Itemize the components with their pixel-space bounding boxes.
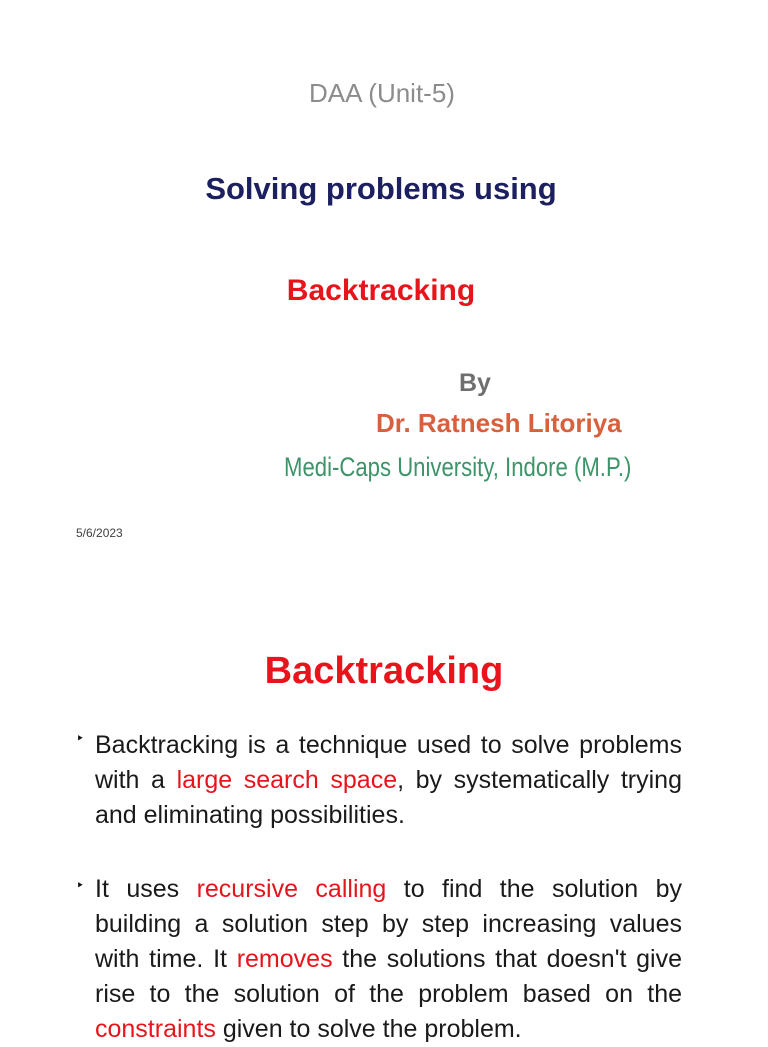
bullet1-highlight-1: large search space — [176, 766, 398, 794]
bullet2-text-4: given to solve the problem. — [215, 1015, 522, 1043]
bullet2-text-1: It uses — [95, 875, 197, 903]
slide-title-line1: Solving problems using — [205, 171, 557, 206]
bullet-paragraph-2 — [95, 872, 682, 1047]
by-label: By — [459, 369, 491, 397]
bullet-paragraph-1 — [95, 728, 682, 833]
bullet1-text-2: , by systematically trying and eliminating possibilities. — [95, 766, 682, 829]
bullet2-text-3: the solutions that doesn't give rise to the solution of the problem based on the — [95, 945, 683, 1008]
content-slide — [0, 590, 768, 1043]
course-label: DAA (Unit-5) — [309, 78, 455, 108]
slide-heading: Backtracking — [264, 650, 504, 692]
bullet-arrow-icon: ‣ — [76, 730, 85, 746]
university-name: Medi-Caps University, Indore (M.P.) — [284, 452, 632, 482]
bullet2-text-2: to find the solution by building a solution step by step increasing values with time. It — [95, 875, 682, 973]
author-name: Dr. Ratnesh Litoriya — [376, 408, 622, 438]
bullet-arrow-icon: ‣ — [76, 877, 85, 893]
bullet2-highlight-3: constraints — [95, 1015, 216, 1043]
bullet2-highlight-1: recursive calling — [196, 875, 387, 903]
bullet2-highlight-2: removes — [236, 945, 333, 973]
slide-date: 5/6/2023 — [76, 526, 123, 540]
slide-title-line2: Backtracking — [286, 274, 476, 307]
bullet1-text-1: Backtracking is a technique used to solve problems with a — [95, 731, 682, 794]
